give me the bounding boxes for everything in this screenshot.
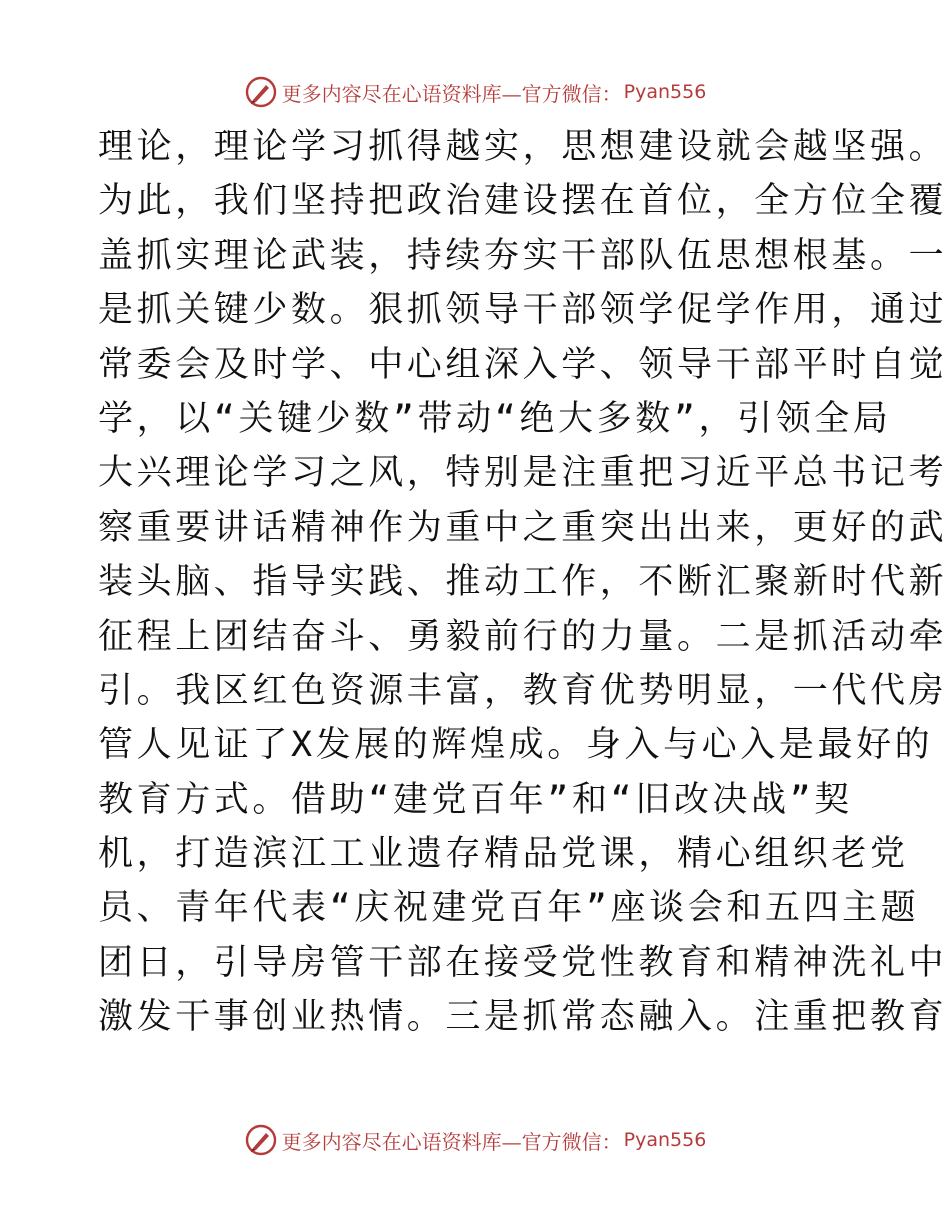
wechat-id: Pyan556: [623, 1129, 707, 1151]
wechat-id: Pyan556: [623, 81, 707, 103]
body-line: 常委会及时学、中心组深入学、领导干部平时自觉: [98, 344, 948, 385]
body-line: 团日，引导房管干部在接受党性教育和精神洗礼中: [98, 942, 948, 983]
pen-logo-icon: [244, 1123, 278, 1157]
body-line: 员、青年代表“庆祝建党百年”座谈会和五四主题: [98, 888, 920, 929]
body-line: 机，打造滨江工业遗存精品党课，精心组织老党: [98, 834, 909, 875]
document-body: [98, 120, 948, 1045]
body-line: 激发干事创业热情。三是抓常态融入。注重把教育: [98, 997, 948, 1038]
body-line: 征程上团结奋斗、勇毅前行的力量。二是抓活动牵: [98, 616, 948, 657]
body-line: 装头脑、指导实践、推动工作，不断汇聚新时代新: [98, 562, 948, 603]
body-line: 管人见证了X发展的辉煌成。身入与心入是最好的: [98, 725, 934, 766]
body-line: 盖抓实理论武装，持续夯实干部队伍思想根基。一: [98, 235, 948, 276]
body-line: 察重要讲话精神作为重中之重突出出来，更好的武: [98, 507, 948, 548]
body-line: 学，以“关键少数”带动“绝大多数”，引领全局: [98, 398, 892, 439]
pen-logo-icon: [244, 75, 278, 109]
footer-watermark: [0, 1120, 950, 1160]
body-line: 理论，理论学习抓得越实，思想建设就会越坚强。: [98, 127, 948, 167]
watermark-text: 更多内容尽在心语资料库—官方微信：: [281, 81, 622, 106]
body-line: 大兴理论学习之风，特别是注重把习近平总书记考: [98, 453, 948, 494]
watermark-text: 更多内容尽在心语资料库—官方微信：: [281, 1129, 622, 1154]
body-line: 是抓关键少数。狠抓领导干部领学促学作用，通过: [98, 290, 948, 331]
body-line: 为此，我们坚持把政治建设摆在首位，全方位全覆: [98, 181, 948, 222]
header-watermark: [0, 72, 950, 112]
body-line: 引。我区红色资源丰富，教育优势明显，一代代房: [98, 670, 948, 711]
body-line: 教育方式。借助“建党百年”和“旧改决战”契: [98, 779, 853, 820]
